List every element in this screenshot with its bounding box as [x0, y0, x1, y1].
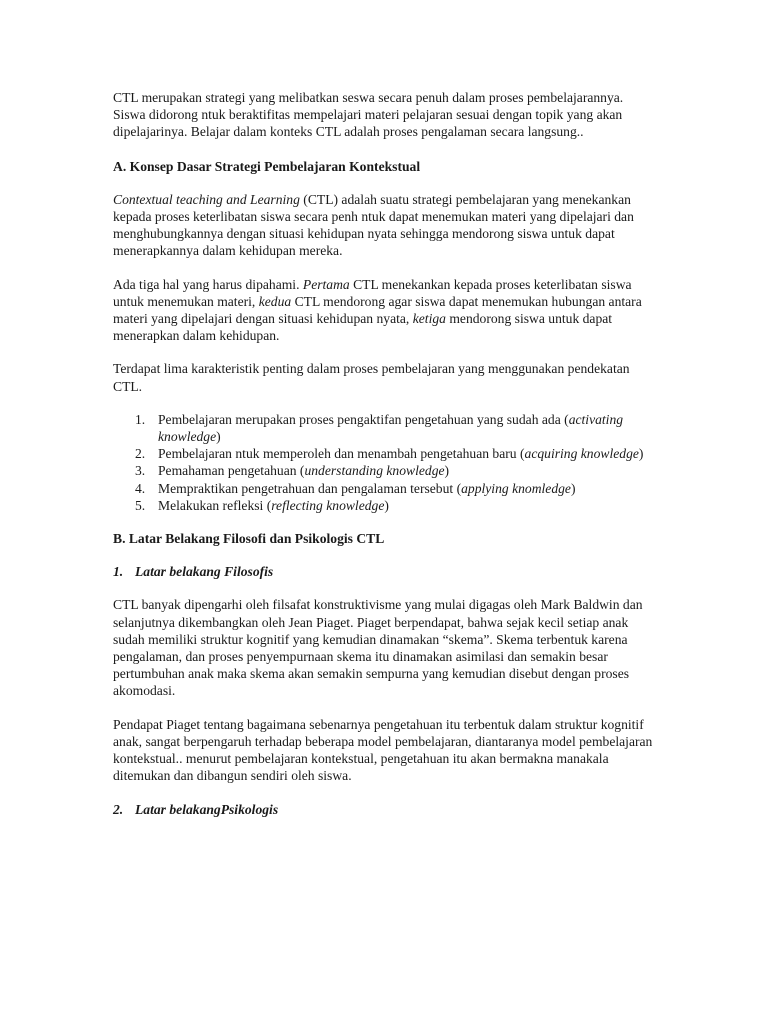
section-a-heading: A. Konsep Dasar Strategi Pembelajaran Kontekstual	[113, 158, 421, 174]
section-a-paragraph-2: Ada tiga hal yang harus dipahami. Pertama CTL menekankan kepada proses keterlibatan siswa untuk menemukan materi, kedua CTL mendorong agar siswa dapat menemukan hubungan antara materi yang dipelajari dengan situasi kehidupan nyata, ketiga mendorong siswa untuk dapat menerapkan dalam kehidupan.	[113, 276, 642, 344]
list-item: 1. Pembelajaran merupakan proses pengaktifan pengetahuan yang sudah ada (activating knowledge)	[135, 411, 624, 445]
list-item: 3. Pemahaman pengetahuan (understanding knowledge)	[135, 463, 450, 479]
intro-paragraph: CTL merupakan strategi yang melibatkan seswa secara penuh dalam proses pembelajarannya. Siswa didorong ntuk beraktifitas mempelajari materi pelajaran sesuai dengan topik yang akan dipelajarinya. Belajar dalam konteks CTL adalah proses pengalaman secara langsung..	[113, 90, 624, 140]
list-item: 2. Pembelajaran ntuk memperoleh dan menambah pengetahuan baru (acquiring knowledge)	[135, 446, 644, 462]
ctl-term: Contextual teaching and Learning	[113, 191, 300, 207]
list-item: 5. Melakukan refleksi (reflecting knowledge)	[135, 497, 389, 513]
list-item: 4. Mempraktikan pengetrahuan dan pengalaman tersebut (applying knomledge)	[135, 480, 576, 496]
section-b-paragraph-1: CTL banyak dipengarhi oleh filsafat konstruktivisme yang mulai digagas oleh Mark Baldwin dan selanjutnya dikembangkan oleh Jean Piaget. Piaget berpendapat, bahwa sejak kecil setiap anak sudah memiliki struktur kognitif yang kemudian dinamakan “skema”. Skema terbentuk karena pengalaman, dan proses penyempurnaan skema itu dinamakan asimilasi dan semakin besar pertumbuhan anak maka skema akan semakin sempurna yang kemudian disebut dengan proses akomodasi.	[113, 597, 643, 699]
characteristics-list	[113, 411, 658, 514]
section-b-paragraph-2: Pendapat Piaget tentang bagaimana sebenarnya pengetahuan itu terbentuk dalam struktur kognitif anak, sangat berpengaruh terhadap beberapa model pembelajaran, diantaranya model pembelajaran kontekstual.. menurut pembelajaran kontekstual, pengetahuan itu akan bermakna manakala ditemukan dan dibangun sendiri oleh siswa.	[113, 716, 653, 784]
section-b-heading: B. Latar Belakang Filosofi dan Psikologis CTL	[113, 531, 385, 547]
section-a-paragraph-1: Contextual teaching and Learning (CTL) adalah suatu strategi pembelajaran yang menekankan kepada proses keterlibatan siswa secara penh ntuk dapat menemukan materi yang dipelajari dan menghubungkannya dengan situasi kehidupan nyata sehingga mendorong siswa untuk dapat menerapkannya dalam kehidupan mereka.	[113, 191, 634, 259]
subsection-2-heading: 2. Latar belakangPsikologis	[113, 801, 279, 817]
section-a-paragraph-3: Terdapat lima karakteristik penting dalam proses pembelajaran yang menggunakan pendekatan CTL.	[113, 361, 630, 394]
subsection-1-heading: 1. Latar belakang Filosofis	[113, 564, 274, 580]
